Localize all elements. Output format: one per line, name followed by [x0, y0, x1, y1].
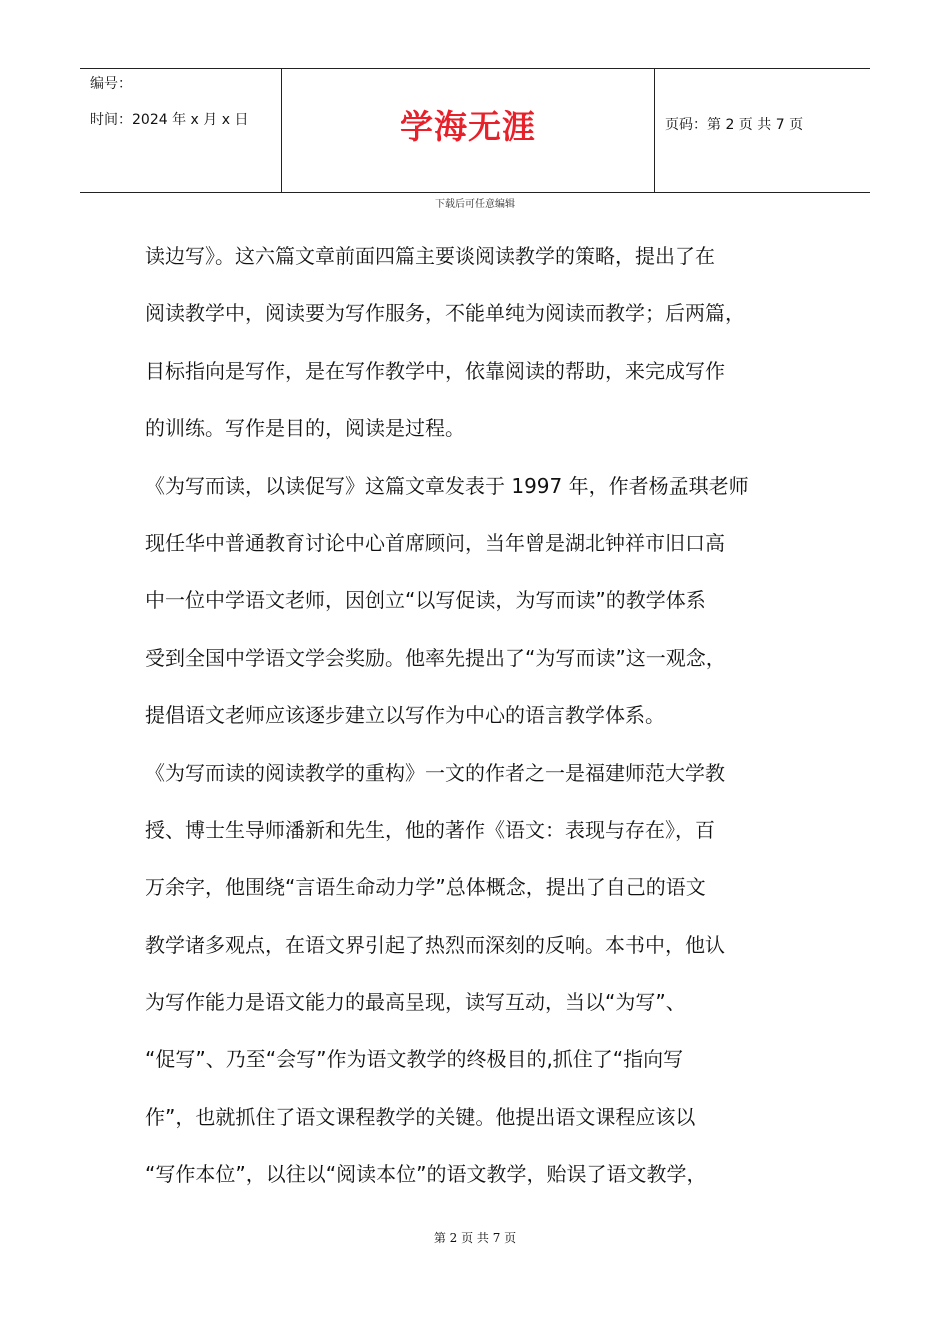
- header-time-label: 时间：2024 年 x 月 x 日: [90, 112, 249, 128]
- body-line: 现任华中普通教育讨论中心首席顾问，当年曾是湖北钟祥市旧口高: [145, 530, 725, 555]
- body-line: “促写”、乃至“会写”作为语文教学的终极目的,抓住了“指向写: [145, 1047, 684, 1072]
- body-line: 的训练。写作是目的，阅读是过程。: [145, 416, 465, 441]
- body-line: 受到全国中学语文学会奖励。他率先提出了“为写而读”这一观念，: [145, 645, 726, 670]
- header-number-label: 编号：: [90, 76, 132, 92]
- body-line: 中一位中学语文老师，因创立“以写促读，为写而读”的教学体系: [145, 588, 706, 613]
- header-page-label: 页码：第 2 页 共 7 页: [665, 117, 804, 133]
- body-line: 《为写而读的阅读教学的重构》一文的作者之一是福建师范大学教: [145, 760, 725, 785]
- body-line: 目标指向是写作，是在写作教学中，依靠阅读的帮助，来完成写作: [145, 358, 725, 383]
- body-line: 授、博士生导师潘新和先生，他的著作《语文：表现与存在》，百: [145, 817, 715, 842]
- body-line: 为写作能力是语文能力的最高呈现，读写互动，当以“为写”、: [145, 990, 686, 1015]
- page-footer: 第 2 页 共 7 页: [433, 1231, 517, 1245]
- body-line: “写作本位”，以往以“阅读本位”的语文教学，贻误了语文教学，: [145, 1162, 707, 1187]
- document-body: [145, 238, 825, 1214]
- body-line: 读边写》。这六篇文章前面四篇主要谈阅读教学的策略，提出了在: [145, 244, 715, 268]
- body-line: 《为写而读，以读促写》这篇文章发表于 1997 年，作者杨孟琪老师: [145, 473, 749, 498]
- body-line: 阅读教学中，阅读要为写作服务，不能单纯为阅读而教学；后两篇，: [145, 301, 745, 326]
- header-title: 学海无涯: [400, 107, 536, 146]
- body-line: 提倡语文老师应该逐步建立以写作为中心的语言教学体系。: [145, 703, 665, 728]
- body-line: 作”，也就抓住了语文课程教学的关键。他提出语文课程应该以: [145, 1104, 696, 1129]
- edit-note: 下载后可任意编辑: [435, 199, 515, 210]
- body-line: 教学诸多观点，在语文界引起了热烈而深刻的反响。本书中，他认: [145, 932, 725, 957]
- body-line: 万余字，他围绕“言语生命动力学”总体概念，提出了自己的语文: [145, 875, 706, 900]
- document-header: [80, 68, 870, 193]
